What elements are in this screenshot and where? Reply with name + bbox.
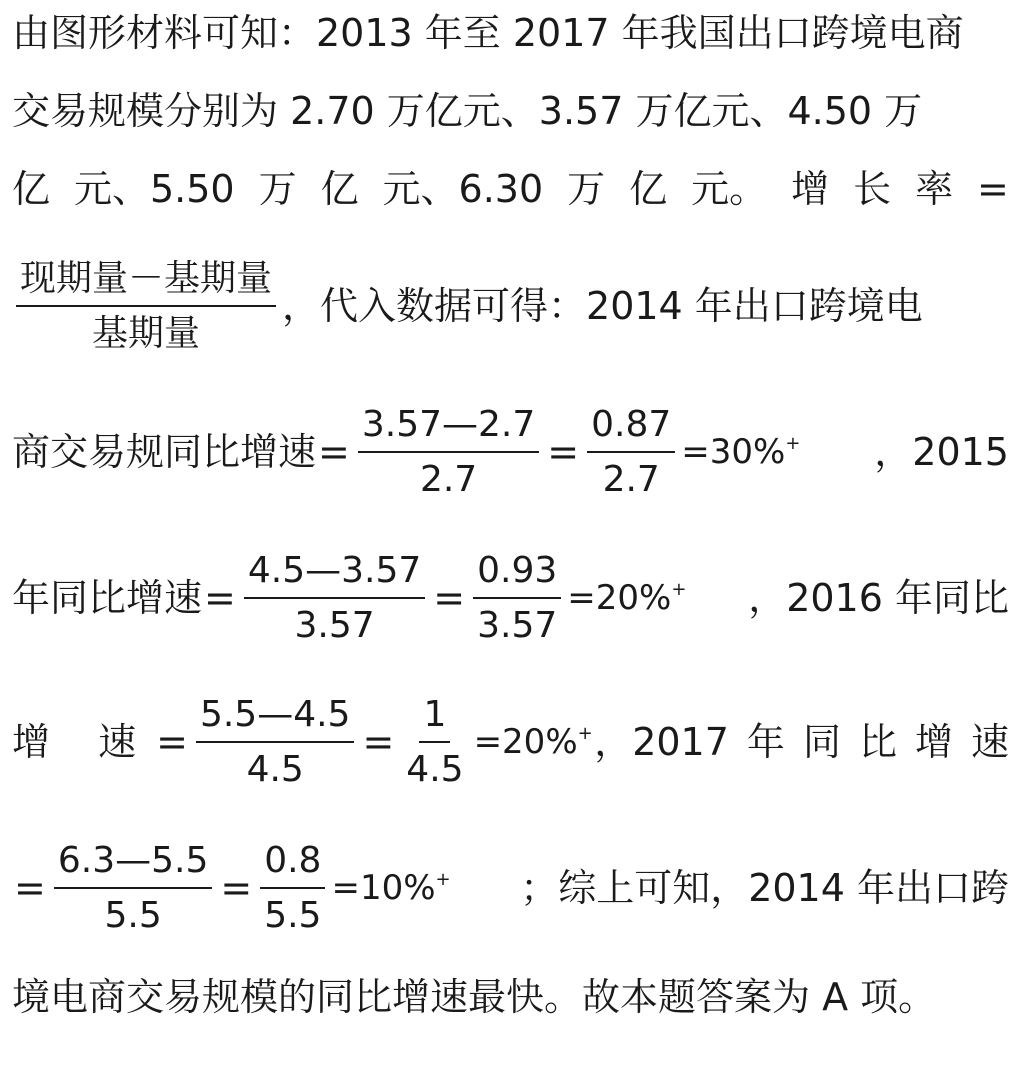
growth-result: =10%+ <box>331 868 451 908</box>
line-1-text: 由图形材料可知：2013 年至 2017 年我国出口跨境电商 <box>12 11 964 55</box>
equals-sign: = <box>362 720 395 764</box>
equals-sign: = <box>318 430 350 474</box>
fraction-denominator: 3.57 <box>477 605 558 646</box>
text-line-7 <box>12 692 1009 792</box>
line-3-word: 亿 <box>320 167 359 211</box>
text-line-1 <box>12 11 1009 55</box>
formula-numerator: 现期量－基期量 <box>16 256 276 307</box>
line-8-tail: ；综上可知，2014 年出口跨 <box>520 866 1009 910</box>
line-4-text: ，代入数据可得：2014 年出口跨境电 <box>282 284 923 328</box>
line-5-lead: 商交易规同比增速 <box>12 430 317 474</box>
equals-sign: = <box>433 576 466 620</box>
growth-rate-formula <box>16 256 276 356</box>
growth-result: =30%+ <box>681 432 801 472</box>
fraction-denominator: 5.5 <box>104 895 162 936</box>
growth-result: =20%+ <box>567 578 687 618</box>
text-line-8 <box>12 838 1009 938</box>
line-3-word: 元、5.50 <box>73 167 235 211</box>
fraction-numerator: 6.3—5.5 <box>54 838 213 889</box>
fraction-numerator: 0.87 <box>587 402 675 453</box>
line-3-word: 亿 <box>629 167 668 211</box>
equals-sign: = <box>204 576 236 620</box>
line-3-word: 万 <box>567 167 606 211</box>
fraction-2015-b <box>473 548 561 648</box>
line-3-word: 率 <box>915 167 954 211</box>
equals-sign: = <box>220 866 253 910</box>
line-5-tail: ，2015 <box>874 430 1009 474</box>
fraction-numerator: 1 <box>419 692 450 743</box>
fraction-2017-a <box>54 838 213 938</box>
line-3-word: 亿 <box>12 167 51 211</box>
fraction-denominator: 3.57 <box>294 605 375 646</box>
fraction-denominator: 5.5 <box>264 895 322 936</box>
text-line-3 <box>12 167 1009 211</box>
text-line-4 <box>12 256 1009 356</box>
text-line-6 <box>12 548 1009 648</box>
line-3-word: = <box>977 167 1009 211</box>
fraction-2015-a <box>244 548 425 648</box>
line-7-lead: 增 速 <box>12 720 155 764</box>
line-3-word: 增 <box>791 167 830 211</box>
text-line-5 <box>12 402 1009 502</box>
line-3-word: 元、6.30 <box>382 167 544 211</box>
growth-result: =20%+ <box>473 722 593 762</box>
line-6-lead: 年同比增速 <box>12 576 203 620</box>
fraction-numerator: 0.93 <box>473 548 561 599</box>
fraction-2016-a <box>196 692 355 792</box>
equals-sign: = <box>14 866 46 910</box>
equals-sign: = <box>156 720 188 764</box>
line-2-text: 交易规模分别为 2.70 万亿元、3.57 万亿元、4.50 万 <box>12 89 923 133</box>
line-6-tail: ，2016 年同比 <box>748 576 1009 620</box>
fraction-2014-b <box>587 402 675 502</box>
line-3-word: 万 <box>258 167 297 211</box>
fraction-numerator: 4.5—3.57 <box>244 548 425 599</box>
formula-denominator: 基期量 <box>92 313 201 354</box>
fraction-2016-b <box>402 692 467 792</box>
line-9-text: 境电商交易规模的同比增速最快。故本题答案为 A 项。 <box>12 975 937 1019</box>
fraction-denominator: 4.5 <box>246 749 304 790</box>
fraction-denominator: 4.5 <box>406 749 464 790</box>
fraction-2014-a <box>358 402 539 502</box>
text-line-2 <box>12 89 1009 133</box>
fraction-denominator: 2.7 <box>419 459 478 500</box>
line-3-word: 长 <box>853 167 892 211</box>
text-line-9 <box>12 975 1009 1019</box>
line-3-word: 元。 <box>691 167 768 211</box>
fraction-2017-b <box>260 838 325 938</box>
equals-sign: = <box>547 430 580 474</box>
fraction-numerator: 5.5—4.5 <box>196 692 355 743</box>
line-7-tail: ，2017 年 同 比 增 速 <box>594 720 1009 764</box>
fraction-numerator: 3.57—2.7 <box>358 402 539 453</box>
fraction-denominator: 2.7 <box>602 459 660 500</box>
fraction-numerator: 0.8 <box>260 838 325 889</box>
